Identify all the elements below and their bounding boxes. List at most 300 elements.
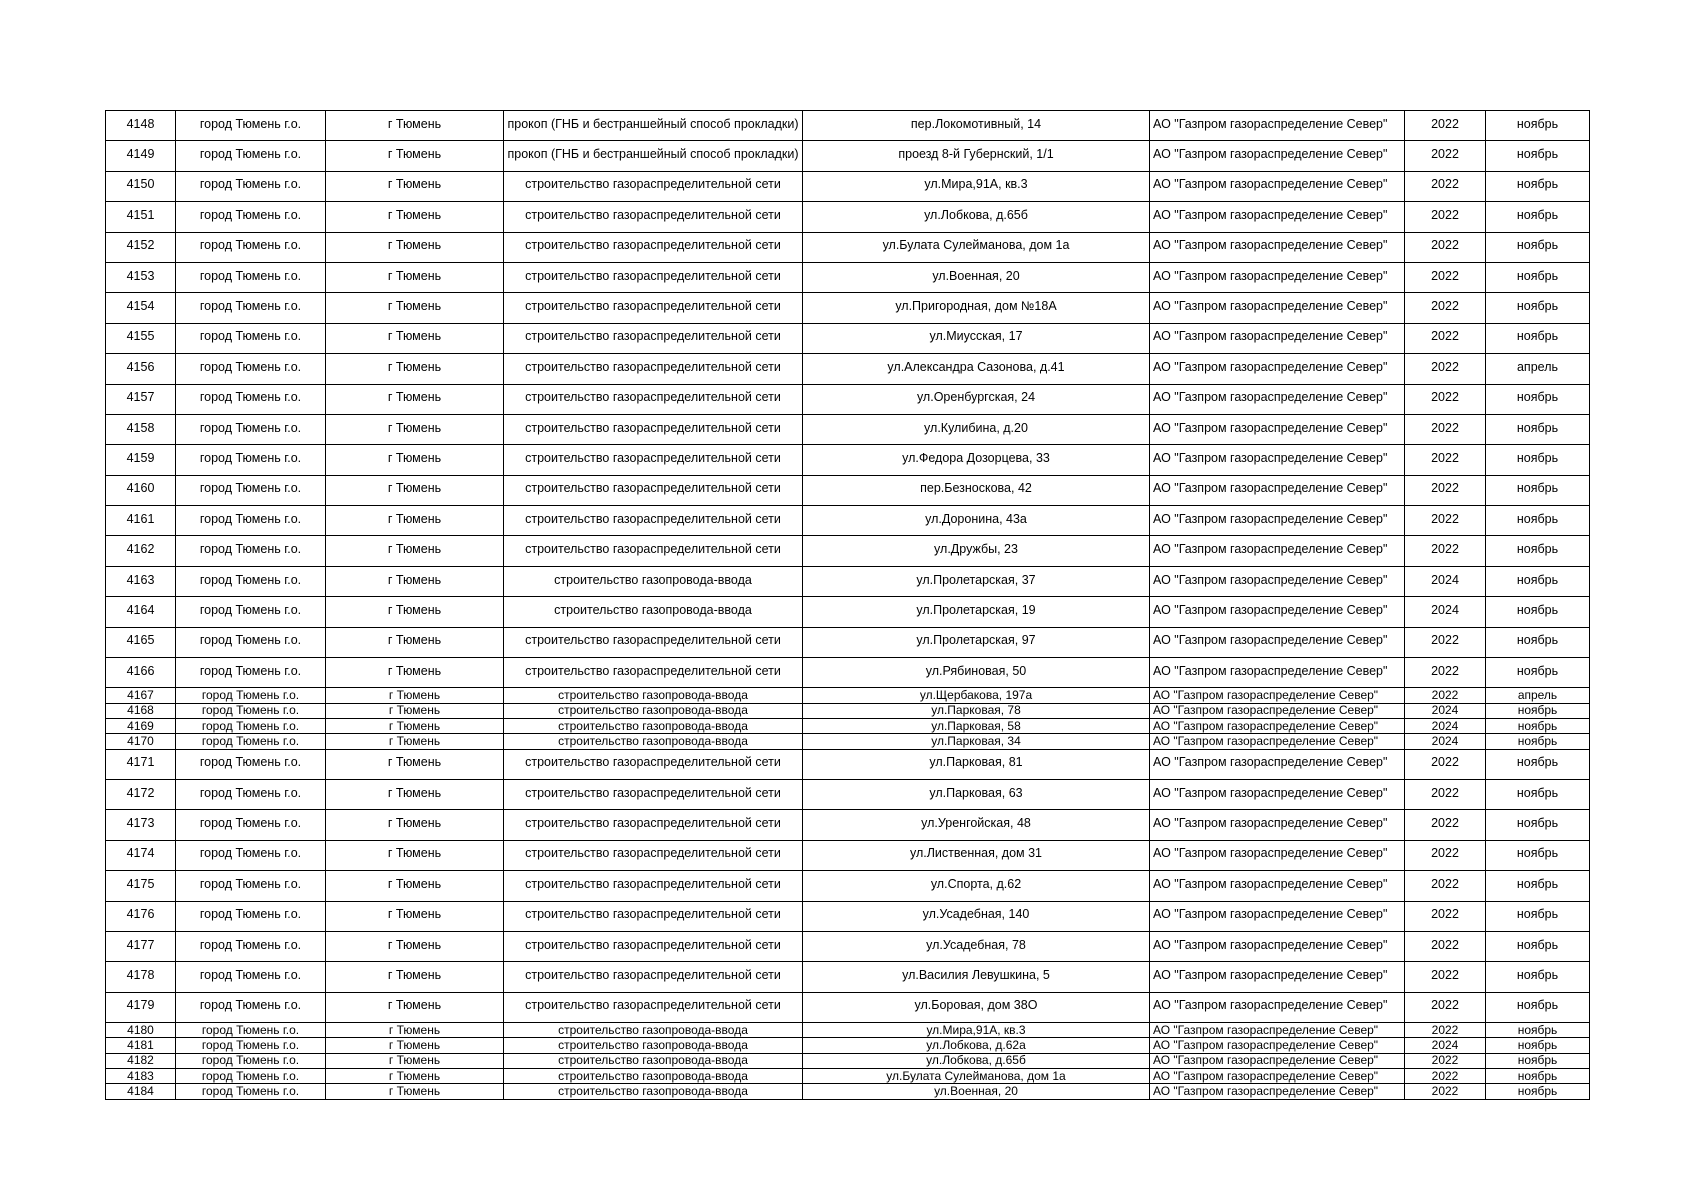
cell-month-text: ноябрь <box>1516 147 1559 162</box>
cell-work-type <box>504 1084 803 1099</box>
table-row <box>106 506 1590 536</box>
cell-address-text: ул.Парковая, 58 <box>931 718 1021 733</box>
cell-address <box>803 1038 1150 1053</box>
cell-organization <box>1150 171 1405 201</box>
cell-year <box>1405 475 1486 505</box>
cell-number <box>106 719 176 734</box>
cell-city-text: г Тюмень <box>387 420 442 435</box>
cell-work-type <box>504 506 803 536</box>
cell-organization-text: АО "Газпром газораспределение Север" <box>1153 1053 1379 1068</box>
cell-city <box>326 202 504 232</box>
cell-year <box>1405 171 1486 201</box>
cell-city <box>326 445 504 475</box>
cell-district-text: город Тюмень г.о. <box>199 572 302 587</box>
cell-organization <box>1150 658 1405 688</box>
cell-address-text: ул.Усадебная, 78 <box>926 937 1026 952</box>
cell-month-text: апрель <box>1517 688 1558 703</box>
cell-year-text: 2022 <box>1431 876 1459 891</box>
cell-address <box>803 202 1150 232</box>
cell-address <box>803 232 1150 262</box>
cell-district <box>176 1053 326 1068</box>
cell-city-text: г Тюмень <box>387 481 442 496</box>
cell-number <box>106 1053 176 1068</box>
cell-organization-text: АО "Газпром газораспределение Север" <box>1153 968 1388 983</box>
cell-year-text: 2022 <box>1431 147 1459 162</box>
cell-work-type-text: строительство газораспределительной сети <box>525 876 781 891</box>
cell-work-type-text: строительство газопровода-ввода <box>558 1038 748 1053</box>
cell-address <box>803 111 1150 141</box>
cell-organization <box>1150 901 1405 931</box>
cell-district <box>176 354 326 384</box>
cell-year <box>1405 1084 1486 1099</box>
table-row <box>106 688 1590 703</box>
cell-city <box>326 171 504 201</box>
cell-district-text: город Тюмень г.о. <box>199 299 302 314</box>
cell-organization <box>1150 749 1405 779</box>
cell-address-text: ул.Федора Дозорцева, 33 <box>902 450 1050 465</box>
cell-work-type <box>504 293 803 323</box>
cell-city <box>326 931 504 961</box>
cell-work-type-text: прокоп (ГНБ и бестраншейный способ прокладки) <box>507 116 799 131</box>
cell-address <box>803 688 1150 703</box>
cell-address <box>803 780 1150 810</box>
cell-year-text: 2022 <box>1431 542 1459 557</box>
cell-district <box>176 749 326 779</box>
cell-city-text: г Тюмень <box>387 876 442 891</box>
cell-year-text: 2022 <box>1431 450 1459 465</box>
table-row <box>106 1069 1590 1084</box>
cell-organization-text: АО "Газпром газораспределение Север" <box>1153 147 1388 162</box>
cell-address <box>803 1023 1150 1038</box>
cell-city-text: г Тюмень <box>387 207 442 222</box>
cell-organization-text: АО "Газпром газораспределение Север" <box>1153 420 1388 435</box>
cell-year-text: 2022 <box>1431 1053 1459 1068</box>
cell-address <box>803 566 1150 596</box>
cell-month <box>1486 901 1590 931</box>
cell-district <box>176 111 326 141</box>
cell-city <box>326 962 504 992</box>
cell-address-text: ул.Усадебная, 140 <box>922 907 1030 922</box>
cell-address <box>803 536 1150 566</box>
cell-work-type-text: прокоп (ГНБ и бестраншейный способ прокладки) <box>507 147 799 162</box>
cell-month <box>1486 1084 1590 1099</box>
cell-district-text: город Тюмень г.о. <box>199 420 302 435</box>
cell-city-text: г Тюмень <box>387 907 442 922</box>
cell-number-text: 4149 <box>126 147 155 162</box>
cell-district <box>176 734 326 749</box>
cell-number-text: 4179 <box>126 998 155 1013</box>
cell-month-text: ноябрь <box>1517 1038 1558 1053</box>
cell-address <box>803 141 1150 171</box>
cell-organization <box>1150 384 1405 414</box>
cell-number-text: 4174 <box>126 846 155 861</box>
table-row <box>106 780 1590 810</box>
cell-city-text: г Тюмень <box>387 329 442 344</box>
table-row <box>106 1084 1590 1099</box>
cell-address <box>803 658 1150 688</box>
cell-work-type-text: строительство газораспределительной сети <box>525 238 781 253</box>
cell-year <box>1405 506 1486 536</box>
cell-city <box>326 1084 504 1099</box>
cell-number-text: 4172 <box>126 785 155 800</box>
cell-district <box>176 780 326 810</box>
cell-organization <box>1150 445 1405 475</box>
cell-district-text: город Тюмень г.о. <box>199 968 302 983</box>
cell-work-type-text: строительство газораспределительной сети <box>525 846 781 861</box>
cell-city <box>326 506 504 536</box>
cell-number-text: 4148 <box>126 116 155 131</box>
cell-year-text: 2022 <box>1431 511 1459 526</box>
cell-city-text: г Тюмень <box>387 998 442 1013</box>
cell-month-text: ноябрь <box>1516 177 1559 192</box>
cell-year <box>1405 840 1486 870</box>
cell-year-text: 2022 <box>1431 968 1459 983</box>
table-row <box>106 840 1590 870</box>
cell-work-type-text: строительство газораспределительной сети <box>525 268 781 283</box>
cell-month <box>1486 111 1590 141</box>
cell-number <box>106 566 176 596</box>
cell-number <box>106 1084 176 1099</box>
cell-work-type <box>504 780 803 810</box>
cell-district <box>176 384 326 414</box>
cell-year-text: 2022 <box>1431 329 1459 344</box>
cell-organization <box>1150 293 1405 323</box>
cell-work-type-text: строительство газораспределительной сети <box>525 511 781 526</box>
cell-month <box>1486 992 1590 1022</box>
cell-work-type-text: строительство газопровода-ввода <box>558 1022 748 1037</box>
cell-work-type-text: строительство газопровода-ввода <box>558 718 748 733</box>
table-row <box>106 627 1590 657</box>
cell-number <box>106 141 176 171</box>
cell-number <box>106 840 176 870</box>
cell-organization-text: АО "Газпром газораспределение Север" <box>1153 602 1388 617</box>
cell-organization-text: АО "Газпром газораспределение Север" <box>1153 299 1388 314</box>
cell-address <box>803 384 1150 414</box>
cell-month-text: ноябрь <box>1516 846 1559 861</box>
cell-year-text: 2024 <box>1431 703 1459 718</box>
cell-district <box>176 506 326 536</box>
cell-month-text: ноябрь <box>1516 238 1559 253</box>
cell-district-text: город Тюмень г.о. <box>199 876 302 891</box>
cell-city-text: г Тюмень <box>388 703 441 718</box>
cell-year-text: 2022 <box>1431 846 1459 861</box>
cell-organization <box>1150 506 1405 536</box>
cell-organization <box>1150 962 1405 992</box>
cell-organization-text: АО "Газпром газораспределение Север" <box>1153 1068 1379 1083</box>
cell-month <box>1486 202 1590 232</box>
cell-month-text: апрель <box>1516 359 1558 374</box>
cell-number <box>106 445 176 475</box>
cell-city-text: г Тюмень <box>387 816 442 831</box>
cell-work-type <box>504 1038 803 1053</box>
cell-year <box>1405 871 1486 901</box>
cell-city-text: г Тюмень <box>388 688 441 703</box>
cell-work-type <box>504 141 803 171</box>
cell-address <box>803 703 1150 718</box>
cell-number-text: 4168 <box>127 703 154 718</box>
cell-address-text: ул.Миусская, 17 <box>929 329 1023 344</box>
cell-work-type-text: строительство газораспределительной сети <box>525 663 781 678</box>
cell-month-text: ноябрь <box>1517 703 1558 718</box>
cell-district-text: город Тюмень г.о. <box>199 359 302 374</box>
cell-year <box>1405 232 1486 262</box>
cell-city-text: г Тюмень <box>387 968 442 983</box>
cell-year <box>1405 931 1486 961</box>
cell-district <box>176 703 326 718</box>
table-row <box>106 141 1590 171</box>
cell-city <box>326 475 504 505</box>
cell-organization <box>1150 566 1405 596</box>
cell-city-text: г Тюмень <box>387 937 442 952</box>
cell-work-type <box>504 810 803 840</box>
cell-month <box>1486 232 1590 262</box>
cell-address-text: ул.Александра Сазонова, д.41 <box>887 359 1065 374</box>
cell-work-type-text: строительство газораспределительной сети <box>525 785 781 800</box>
cell-work-type-text: строительство газораспределительной сети <box>525 998 781 1013</box>
cell-city-text: г Тюмень <box>387 785 442 800</box>
cell-work-type-text: строительство газопровода-ввода <box>558 1068 748 1083</box>
cell-month <box>1486 627 1590 657</box>
cell-month <box>1486 749 1590 779</box>
cell-month <box>1486 506 1590 536</box>
cell-district <box>176 536 326 566</box>
cell-city-text: г Тюмень <box>387 572 442 587</box>
cell-district <box>176 566 326 596</box>
cell-organization-text: АО "Газпром газораспределение Север" <box>1153 116 1388 131</box>
cell-city <box>326 1038 504 1053</box>
cell-work-type <box>504 323 803 353</box>
cell-address <box>803 749 1150 779</box>
cell-city <box>326 703 504 718</box>
cell-number <box>106 354 176 384</box>
cell-work-type <box>504 597 803 627</box>
cell-district <box>176 719 326 734</box>
cell-organization-text: АО "Газпром газораспределение Север" <box>1153 998 1388 1013</box>
cell-number <box>106 810 176 840</box>
cell-district <box>176 141 326 171</box>
cell-work-type-text: строительство газопровода-ввода <box>558 1053 748 1068</box>
cell-work-type-text: строительство газораспределительной сети <box>525 329 781 344</box>
cell-month <box>1486 688 1590 703</box>
cell-work-type-text: строительство газораспределительной сети <box>525 177 781 192</box>
table-row <box>106 597 1590 627</box>
cell-month-text: ноябрь <box>1517 1022 1558 1037</box>
cell-district <box>176 810 326 840</box>
cell-year-text: 2022 <box>1431 238 1459 253</box>
cell-address <box>803 931 1150 961</box>
cell-number <box>106 171 176 201</box>
cell-year-text: 2022 <box>1431 998 1459 1013</box>
cell-address-text: ул.Василия Левушкина, 5 <box>902 968 1050 983</box>
cell-number <box>106 293 176 323</box>
cell-work-type-text: строительство газораспределительной сети <box>525 359 781 374</box>
table-row <box>106 962 1590 992</box>
cell-number-text: 4170 <box>127 733 154 748</box>
cell-address-text: ул.Пролетарская, 97 <box>916 633 1036 648</box>
cell-city <box>326 232 504 262</box>
table-row <box>106 871 1590 901</box>
cell-year-text: 2024 <box>1431 1038 1459 1053</box>
cell-month-text: ноябрь <box>1516 755 1559 770</box>
cell-organization <box>1150 688 1405 703</box>
cell-work-type-text: строительство газораспределительной сети <box>525 937 781 952</box>
cell-organization-text: АО "Газпром газораспределение Север" <box>1153 238 1388 253</box>
cell-number <box>106 627 176 657</box>
cell-organization-text: АО "Газпром газораспределение Север" <box>1153 755 1388 770</box>
cell-work-type <box>504 445 803 475</box>
cell-address <box>803 597 1150 627</box>
cell-address <box>803 445 1150 475</box>
cell-month-text: ноябрь <box>1516 602 1559 617</box>
cell-district <box>176 445 326 475</box>
cell-organization-text: АО "Газпром газораспределение Север" <box>1153 816 1388 831</box>
cell-address <box>803 475 1150 505</box>
cell-work-type-text: строительство газопровода-ввода <box>558 703 748 718</box>
cell-city-text: г Тюмень <box>388 1053 441 1068</box>
cell-month <box>1486 445 1590 475</box>
cell-district-text: город Тюмень г.о. <box>201 1083 300 1098</box>
cell-district <box>176 1069 326 1084</box>
cell-work-type <box>504 1023 803 1038</box>
cell-month-text: ноябрь <box>1516 572 1559 587</box>
cell-city <box>326 658 504 688</box>
cell-year-text: 2022 <box>1431 1068 1459 1083</box>
cell-city-text: г Тюмень <box>388 1068 441 1083</box>
cell-month <box>1486 719 1590 734</box>
cell-city-text: г Тюмень <box>387 511 442 526</box>
cell-organization <box>1150 1053 1405 1068</box>
cell-address-text: ул.Доронина, 43а <box>925 511 1027 526</box>
table-row <box>106 901 1590 931</box>
cell-number-text: 4160 <box>126 481 155 496</box>
cell-number <box>106 931 176 961</box>
cell-city <box>326 871 504 901</box>
cell-district <box>176 414 326 444</box>
cell-address <box>803 840 1150 870</box>
cell-organization-text: АО "Газпром газораспределение Север" <box>1153 359 1388 374</box>
cell-month <box>1486 566 1590 596</box>
cell-district-text: город Тюмень г.о. <box>201 1053 300 1068</box>
cell-year <box>1405 749 1486 779</box>
cell-city <box>326 536 504 566</box>
cell-number <box>106 992 176 1022</box>
cell-address <box>803 962 1150 992</box>
cell-organization-text: АО "Газпром газораспределение Север" <box>1153 542 1388 557</box>
cell-city <box>326 1023 504 1038</box>
table-row <box>106 992 1590 1022</box>
cell-work-type <box>504 202 803 232</box>
table-row <box>106 414 1590 444</box>
cell-number <box>106 901 176 931</box>
cell-number-text: 4150 <box>126 177 155 192</box>
cell-address-text: ул.Дружбы, 23 <box>934 542 1018 557</box>
cell-number <box>106 1023 176 1038</box>
cell-organization <box>1150 141 1405 171</box>
cell-month <box>1486 171 1590 201</box>
cell-address-text: ул.Оренбургская, 24 <box>916 390 1036 405</box>
table-row <box>106 749 1590 779</box>
cell-city <box>326 414 504 444</box>
cell-year-text: 2022 <box>1431 688 1459 703</box>
cell-address <box>803 1084 1150 1099</box>
cell-year-text: 2022 <box>1431 1022 1459 1037</box>
cell-city <box>326 141 504 171</box>
cell-work-type <box>504 111 803 141</box>
cell-district-text: город Тюмень г.о. <box>199 177 302 192</box>
cell-organization <box>1150 840 1405 870</box>
cell-organization <box>1150 1038 1405 1053</box>
cell-organization <box>1150 627 1405 657</box>
cell-address-text: ул.Парковая, 63 <box>929 785 1023 800</box>
cell-work-type-text: строительство газораспределительной сети <box>525 755 781 770</box>
cell-district-text: город Тюмень г.о. <box>199 238 302 253</box>
cell-month-text: ноябрь <box>1516 998 1559 1013</box>
cell-address-text: проезд 8-й Губернский, 1/1 <box>898 147 1054 162</box>
cell-month-text: ноябрь <box>1516 876 1559 891</box>
cell-city <box>326 566 504 596</box>
cell-month <box>1486 475 1590 505</box>
cell-year <box>1405 1023 1486 1038</box>
cell-work-type-text: строительство газораспределительной сети <box>525 299 781 314</box>
cell-year <box>1405 323 1486 353</box>
cell-city <box>326 627 504 657</box>
cell-address <box>803 901 1150 931</box>
cell-city-text: г Тюмень <box>388 1083 441 1098</box>
cell-district <box>176 1084 326 1099</box>
cell-number-text: 4159 <box>126 450 155 465</box>
cell-organization <box>1150 323 1405 353</box>
cell-work-type-text: строительство газопровода-ввода <box>554 602 752 617</box>
cell-address-text: ул.Парковая, 34 <box>931 733 1021 748</box>
cell-address-text: ул.Мира,91А, кв.3 <box>926 1022 1026 1037</box>
cell-address-text: пер.Локомотивный, 14 <box>910 116 1042 131</box>
cell-number <box>106 111 176 141</box>
cell-work-type <box>504 840 803 870</box>
cell-district <box>176 475 326 505</box>
cell-number <box>106 749 176 779</box>
cell-number <box>106 688 176 703</box>
cell-organization <box>1150 703 1405 718</box>
cell-district-text: город Тюмень г.о. <box>199 207 302 222</box>
cell-city <box>326 810 504 840</box>
cell-work-type-text: строительство газопровода-ввода <box>558 688 748 703</box>
cell-year <box>1405 688 1486 703</box>
cell-number-text: 4181 <box>127 1038 154 1053</box>
cell-address <box>803 810 1150 840</box>
cell-district <box>176 658 326 688</box>
cell-month <box>1486 597 1590 627</box>
cell-district-text: город Тюмень г.о. <box>199 147 302 162</box>
cell-year <box>1405 202 1486 232</box>
cell-year <box>1405 262 1486 292</box>
cell-organization-text: АО "Газпром газораспределение Север" <box>1153 785 1388 800</box>
cell-work-type <box>504 901 803 931</box>
cell-month <box>1486 658 1590 688</box>
cell-city <box>326 1053 504 1068</box>
cell-number <box>106 384 176 414</box>
cell-district-text: город Тюмень г.о. <box>199 602 302 617</box>
table-body <box>106 111 1590 1100</box>
cell-organization <box>1150 232 1405 262</box>
cell-district-text: город Тюмень г.о. <box>201 688 300 703</box>
cell-month-text: ноябрь <box>1516 481 1559 496</box>
table-row <box>106 734 1590 749</box>
cell-district-text: город Тюмень г.о. <box>201 1038 300 1053</box>
cell-address-text: ул.Кулибина, д.20 <box>924 420 1028 435</box>
cell-month-text: ноябрь <box>1516 816 1559 831</box>
cell-month-text: ноябрь <box>1517 718 1558 733</box>
cell-district-text: город Тюмень г.о. <box>201 1068 300 1083</box>
